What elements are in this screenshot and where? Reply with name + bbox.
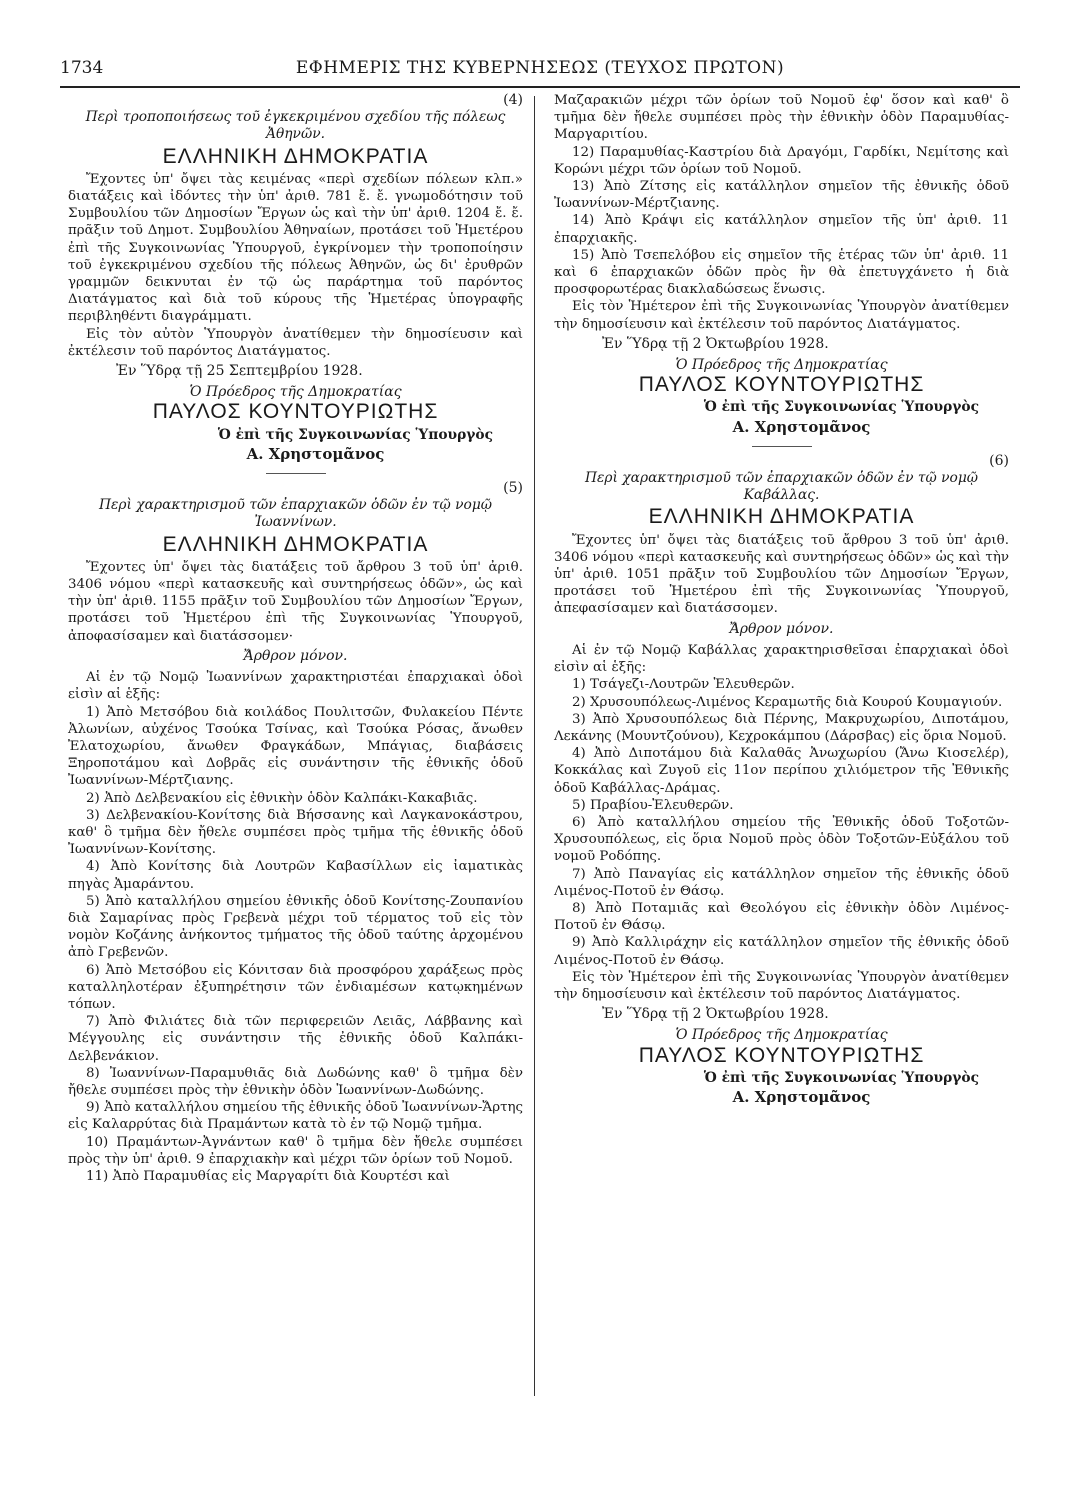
president-title: Ὁ Πρόεδρος τῆς Δημοκρατίας [675,357,888,374]
place-date: Ἐν Ὕδρᾳ τῇ 2 Ὀκτωβρίου 1928. [602,1006,829,1023]
decree-body: Ἔχοντες ὑπ' ὄψει τὰς διατάξεις τοῦ ἄρθρου 3 τοῦ ὑπ' ἀριθ. 3406 νόμου «περὶ κατασκευῆς καὶ συντηρήσεως ὁδῶν» ὡς καὶ τὴν ὑπ' ἀριθ. 1051 πρᾶξιν τοῦ Συμβουλίου τῶν Δημοσίων Ἔργων, προτάσει τοῦ Ἡμετέρου ἐπὶ τῆς Συγκοινωνίας Ὑπουργοῦ, ἀπεφασίσαμεν καὶ διατάσσομεν. [554,532,1009,617]
list-item: 5) Πραβίου-Ἐλευθερῶν. [572,797,734,813]
decree-body: Ἔχοντες ὑπ' ὄψει τὰς διατάξεις τοῦ ἄρθρου 3 τοῦ ὑπ' ἀριθ. 3406 νόμου «περὶ κατασκευῆς καὶ συντηρήσεως ὁδῶν», ὡς καὶ τὴν ὑπ' ἀριθ. 1155 πρᾶξιν τοῦ Συμβουλίου τῶν Δημοσίων Ἔργων, προτάσει τοῦ Ἡμετέρου ἐπὶ τῆς Συγκοινωνίας Ὑπουργοῦ, ἀποφασίσαμεν καὶ διατάσσομεν· [68,559,523,644]
list-item: 13) Ἀπὸ Ζίτσης εἰς κατάλληλον σημεῖον τῆς ἐθνικῆς ὁδοῦ Ἰωαννίνων-Μέρτζιανης. [554,179,1009,212]
minister-title: Ὁ ἐπὶ τῆς Συγκοινωνίας Ὑπουργὸς [703,399,979,416]
article-heading: Ἄρθρον μόνον. [729,620,834,637]
president-name: ΠΑΥΛΟΣ ΚΟΥΝΤΟΥΡΙΩΤΗΣ [638,373,925,397]
list-item: 3) Ἀπὸ Χρυσουπόλεως διὰ Πέρνης, Μακρυχωρίου, Διποτάμου, Λεκάνης (Μουντζούνου), Κεχροκάμπου (Δάρσβας) εἰς ὅρια Νομοῦ. [554,711,1009,744]
list-item: 3) Δελβενακίου-Κονίτσης διὰ Βήσσανης καὶ Λαγκανοκάστρου, καθ' ὃ τμῆμα δὲν ἤθελε συμπέσει πρὸς τμῆμα τῆς ἐθνικῆς ὁδοῦ Ἰωαννίνων-Κονίτσης. [68,807,523,858]
decree-6 [554,453,1009,1106]
list-item: 1) Ἀπὸ Μετσόβου διὰ κοιλάδος Πουλιτσῶν, Φυλακείου Πέντε Ἀλωνίων, αὐχένος Τσούκα Τσίνας, καὶ Τσούκα Ρόσας, ἄνωθεν Ἐλατοχωρίου, ἄνωθεν Φραγκάδων, Μπάγιας, διαβάσεις Ξηροποτάμου καὶ Δοβρᾶς εἰς συνάντησιν τῆς ἐθνικῆς ὁδοῦ Ἰωαννίνων-Μέρτζιανης. [68,704,523,789]
list-item: 4) Ἀπὸ Διποτάμου διὰ Καλαθᾶς Ἀνωχωρίου (Ἄνω Κιοσελέρ), Κοκκάλας καὶ Ζυγοῦ εἰς 11ον περίπου χιλιόμετρον τῆς Ἐθνικῆς ὁδοῦ Καβάλλας-Δράμας. [554,746,1009,796]
minister-title: Ὁ ἐπὶ τῆς Συγκοινωνίας Ὑπουργὸς [703,1069,979,1086]
road-list [554,676,1009,968]
list-item: 7) Ἀπὸ Φιλιάτες διὰ τῶν περιφερειῶν Λειᾶς, Λάββανης καὶ Μέγγουλης εἰς συνάντησιν τῆς ἐθνικῆς ὁδοῦ Καλπάκι-Δελβενάκιον. [68,1014,523,1064]
list-item: 10) Πραμάντων-Ἀγνάντων καθ' ὃ τμῆμα δὲν ἤθελε συμπέσει πρὸς τὴν ὑπ' ἀριθ. 9 ἐπαρχιακὴν καὶ μέχρι τῶν ὁρίων τοῦ Νομοῦ. [68,1134,523,1167]
minister-name: Α. Χρηστομᾶνος [732,417,871,436]
minister-title: Ὁ ἐπὶ τῆς Συγκοινωνίας Ὑπουργὸς [217,426,493,443]
decree-subject: Περὶ χαρακτηρισμοῦ τῶν ἐπαρχιακῶν ὁδῶν ἐν τῷ νομῷ Ἰωαννίνων. [98,497,493,531]
decree-number: (5) [503,480,523,497]
list-item: 8) Ἀπὸ Ποταμιᾶς καὶ Θεολόγου εἰς ἐθνικὴν ὁδὸν Λιμένος-Ποτοῦ ἐν Θάσῳ. [554,900,1009,934]
page-header [60,58,1020,84]
list-item: 11) Ἀπὸ Παραμυθίας εἰς Μαργαρίτι διὰ Κουρτέσι καὶ [86,1168,450,1184]
list-item: 9) Ἀπὸ καταλλήλου σημείου τῆς ἐθνικῆς ὁδοῦ Ἰωαννίνων-Ἄρτης εἰς Καλαρρύτας διὰ Πραμάντων κατὰ τὸ ἐν τῷ Νομῷ τμῆμα. [68,1100,523,1133]
minister-name: Α. Χρηστομᾶνος [732,1087,871,1106]
column-divider [534,96,535,1396]
section-separator [266,473,326,474]
list-item: 6) Ἀπὸ καταλλήλου σημείου τῆς Ἐθνικῆς ὁδοῦ Τοξοτῶν-Χρυσουπόλεως, εἰς ὅρια Νομοῦ πρὸς ὁδὸν Τοξοτῶν-Εὐξάλου τοῦ νομοῦ Ροδόπης. [554,814,1009,865]
decree-intro: Αἱ ἐν τῷ Νομῷ Ἰωαννίνων χαρακτηριστέαι ἐπαρχιακαὶ ὁδοὶ εἰσὶν αἱ ἑξῆς: [68,670,523,703]
president-title: Ὁ Πρόεδρος τῆς Δημοκρατίας [675,1027,888,1044]
president-name: ΠΑΥΛΟΣ ΚΟΥΝΤΟΥΡΙΩΤΗΣ [152,400,439,424]
list-item: 2) Χρυσουπόλεως-Λιμένος Κεραμωτῆς διὰ Κουρού Κουμαγιούν. [572,694,1003,710]
list-item: 1) Τσάγεζι-Λουτρῶν Ἐλευθερῶν. [572,677,795,693]
place-date: Ἐν Ὕδρᾳ τῇ 25 Σεπτεμβρίου 1928. [116,363,363,380]
left-column [68,92,523,1185]
right-column [554,92,1009,1112]
president-name: ΠΑΥΛΟΣ ΚΟΥΝΤΟΥΡΙΩΤΗΣ [638,1043,925,1067]
decree-intro: Αἱ ἐν τῷ Νομῷ Καβάλλας χαρακτηρισθεῖσαι ἐπαρχιακαὶ ὁδοὶ εἰσὶν αἱ ἑξῆς: [554,642,1009,676]
place-date: Ἐν Ὕδρᾳ τῇ 2 Ὀκτωβρίου 1928. [602,335,829,352]
list-item: 12) Παραμυθίας-Καστρίου διὰ Δραγόμι, Γαρδίκι, Νεμίτσης καὶ Κορώνι μέχρι τῶν ὁρίων τοῦ Νομοῦ. [554,144,1009,177]
decree-body: Εἰς τὸν αὐτὸν Ὑπουργὸν ἀνατίθεμεν τὴν δημοσίευσιν καὶ ἐκτέλεσιν τοῦ παρόντος Διατάγματος. [68,326,523,359]
minister-name: Α. Χρηστομᾶνος [246,444,385,463]
list-item: 8) Ἰωαννίνων-Παραμυθιᾶς διὰ Δωδώνης καθ' ὃ τμῆμα δὲν ἤθελε συμπέσει πρὸς τὴν ἐθνικὴν ὁδὸν Ἰωαννίνων-Δωδώνης. [68,1065,523,1098]
article-heading: Ἄρθρον μόνον. [243,647,348,664]
republic-heading: ΕΛΛΗΝΙΚΗ ΔΗΜΟΚΡΑΤΙΑ [162,532,429,556]
decree-number: (6) [989,452,1009,469]
republic-heading: ΕΛΛΗΝΙΚΗ ΔΗΜΟΚΡΑΤΙΑ [648,505,915,529]
decree-subject: Περὶ χαρακτηρισμοῦ τῶν ἐπαρχιακῶν ὁδῶν ἐν τῷ νομῷ Καβάλλας. [584,470,979,504]
decree-closing: Εἰς τὸν Ἡμέτερον ἐπὶ τῆς Συγκοινωνίας Ὑπουργὸν ἀνατίθεμεν τὴν δημοσίευσιν καὶ ἐκτέλεσιν τοῦ παρόντος Διατάγματος. [554,299,1009,332]
decree-4 [68,92,523,463]
running-title: ΕΦΗΜΕΡΙΣ ΤΗΣ ΚΥΒΕΡΝΗΣΕΩΣ (ΤΕΥΧΟΣ ΠΡΩΤΟΝ) [295,58,785,78]
continuation-text: Μαζαρακιῶν μέχρι τῶν ὁρίων τοῦ Νομοῦ ἐφ' ὅσον καὶ καθ' ὃ τμῆμα δὲν ἤθελε συμπέσει πρὸς τὴν ἐθνικὴν ὁδὸν Παραμυθίας-Μαργαριτίου. [554,93,1009,143]
decree-subject: Περὶ τροποποιήσεως τοῦ ἐγκεκριμένου σχεδίου τῆς πόλεως Ἀθηνῶν. [85,109,506,143]
list-item: 7) Ἀπὸ Παναγίας εἰς κατάλληλον σημεῖον τῆς ἐθνικῆς ὁδοῦ Λιμένος-Ποτοῦ ἐν Θάσῳ. [554,866,1009,899]
decree-number: (4) [503,92,523,108]
republic-heading: ΕΛΛΗΝΙΚΗ ΔΗΜΟΚΡΑΤΙΑ [162,144,429,168]
section-separator [752,446,812,447]
decree-closing: Εἰς τὸν Ἡμέτερον ἐπὶ τῆς Συγκοινωνίας Ὑπουργὸν ἀνατίθεμεν τὴν δημοσίευσιν καὶ ἐκτέλεσιν τοῦ παρόντος Διατάγματος. [554,969,1009,1002]
road-list [68,704,523,1186]
list-item: 4) Ἀπὸ Κονίτσης διὰ Λουτρῶν Καβασίλλων εἰς ἰαματικὰς πηγὰς Ἀμαράντου. [68,859,523,892]
list-item: 15) Ἀπὸ Τσεπελόβου εἰς σημεῖον τῆς ἑτέρας τῶν ὑπ' ἀριθ. 11 καὶ 6 ἐπαρχιακῶν ὁδῶν πρὸς ἣν θὰ ἐπετυγχάνετο ἡ διὰ προσφορωτέρας διακλαδώσεως ἕνωσις. [554,247,1009,298]
list-item: 2) Ἀπὸ Δελβενακίου εἰς ἐθνικὴν ὁδὸν Καλπάκι-Κακαβιᾶς. [86,790,478,806]
decree-5 [68,480,523,1185]
decree-body: Ἔχοντες ὑπ' ὄψει τὰς κειμένας «περὶ σχεδίων πόλεων κλπ.» διατάξεις καὶ ἰδόντες τὴν ὑπ' ἀριθ. 781 ἔ. ἔ. γνωμοδότησιν τοῦ Συμβουλίου τῶν Δημοσίων Ἔργων ὡς καὶ τὴν ὑπ' ἀριθ. 1204 ἔ. ἔ. πρᾶξιν τοῦ Δημοτ. Συμβουλίου Ἀθηναίων, προτάσει τοῦ Ἡμετέρου ἐπὶ τῆς Συγκοινωνίας Ὑπουργοῦ, ἐγκρίνομεν τὴν τροποποίησιν τοῦ ἐγκεκριμένου σχεδίου τῆς πόλεως Ἀθηνῶν, ὡς δι' ἐρυθρῶν γραμμῶν δεικνυται ἐν τῷ ὡς παράρτημα τοῦ παρόντος Διατάγματος καὶ διὰ τοῦ κύρους τῆς Ἡμετέρας ὑπογραφῆς περιβληθέντι διαγράμματι. [68,171,523,325]
list-item: 14) Ἀπὸ Κράψι εἰς κατάλληλον σημεῖον τῆς ὑπ' ἀριθ. 11 ἐπαρχιακῆς. [554,213,1009,246]
list-item: 5) Ἀπὸ καταλλήλου σημείου ἐθνικῆς ὁδοῦ Κονίτσης-Ζουπανίου διὰ Σαμαρίνας πρὸς Γρεβενὰ μέχρι τοῦ τέρματος τοῦ εἰς τὸν νομὸν Κοζάνης ἀνήκοντος τμήματος τῆς ὁδοῦ ταύτης ἀρχομένου ἀπὸ Γρεβενῶν. [68,893,523,961]
list-item: 6) Ἀπὸ Μετσόβου εἰς Κόνιτσαν διὰ προσφόρου χαράξεως πρὸς καταλληλοτέραν ἐξυπηρέτησιν τῶν ἐνδιαμέσων κατῳκημένων τόπων. [68,962,523,1012]
road-list-continued [554,144,1009,299]
page-number: 1734 [60,58,104,78]
header-rule [60,86,1020,88]
list-item: 9) Ἀπὸ Καλλιράχην εἰς κατάλληλον σημεῖον τῆς ἐθνικῆς ὁδοῦ Λιμένος-Ποτοῦ ἐν Θάσῳ. [554,935,1009,968]
president-title: Ὁ Πρόεδρος τῆς Δημοκρατίας [189,384,402,401]
decree-5-continued [554,92,1009,436]
